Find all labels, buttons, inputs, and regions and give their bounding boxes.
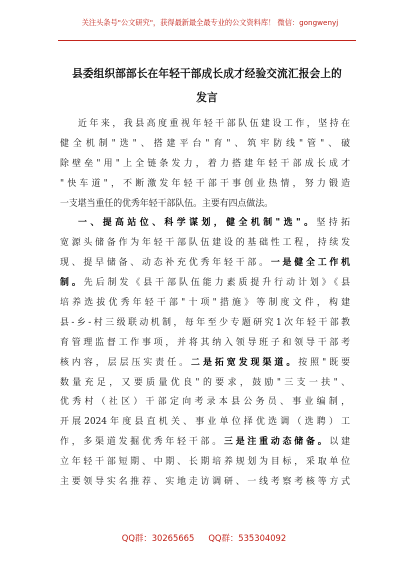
bold-phrase: 一是健全工作机 — [270, 258, 350, 269]
document-body — [60, 115, 350, 493]
paragraph-2-line: 宽源头储备作为年轻干部队伍建设的基础性工程，持续发 — [60, 238, 350, 249]
header-banner: 关注头条号"公文研究"，获得最新最全最专业的公文资料库！ 微信：gongwenyj — [81, 18, 339, 27]
paragraph-2-line: 开展2024年度县直机关、事业单位择优选调（选聘）工 — [60, 417, 350, 428]
paragraph-1-line: "快车道"，不断激发年轻干部干事创业热情，努力锻造 — [60, 178, 350, 189]
paragraph-2-line: 立年轻干部短期、中期、长期培养规划为目标，采取单位 — [60, 457, 350, 468]
paragraph-1-line: 健全机制"选"、搭建平台"育"、筑牢防线"管"、破 — [60, 138, 350, 149]
body-text: 作，多渠道发掘优秀年轻干部。 — [60, 437, 224, 448]
document-title-line-1: 县委组织部部长在年轻干部成长成才经验交流汇报会上的 — [72, 68, 342, 80]
paragraph-2-line — [60, 274, 350, 294]
paragraph-2-line — [60, 214, 350, 234]
header-divider — [58, 40, 356, 41]
bold-phrase: 三是注重动态储备。 — [224, 437, 330, 448]
paragraph-2-line: 优秀村（社区）干部定向考录本县公务员、事业编制， — [60, 397, 350, 408]
paragraph-2-line — [60, 433, 350, 453]
footer-contact — [0, 532, 408, 544]
paragraph-2-line: 数量充足，又要质量优良"的要求，鼓励"三支一扶"、 — [60, 377, 350, 388]
paragraph-2-line: 主要领导实名推荐、实地走访调研、一线考察考核等方式 — [60, 477, 350, 488]
body-text: 坚持拓 — [316, 218, 350, 229]
body-text: 按照"既要 — [298, 357, 350, 368]
paragraph-2-line: 培养选拔优秀年轻干部"十项"措施》等制度文件，构建 — [60, 298, 350, 309]
qq-group-2: QQ群：535304092 — [208, 533, 287, 543]
qq-group-1: QQ群：30265665 — [121, 533, 195, 543]
body-text: 以建 — [329, 437, 350, 448]
body-text: 核内容，层层压实责任。 — [60, 357, 192, 368]
paragraph-2-line: 育管理监督工作事项，并将其纳入领导班子和领导干部考 — [60, 337, 350, 348]
paragraph-1-line: 除壁垒"用"上全链条发力，着力搭建年轻干部成长成才 — [60, 158, 350, 169]
paragraph-1-line: 近年来，我县高度重视年轻干部队伍建设工作，坚持在 — [78, 119, 350, 129]
bold-phrase: 制。 — [60, 278, 84, 289]
paragraph-1-line: 一支堪当重任的优秀年轻干部队伍。主要有四点做法。 — [60, 198, 273, 209]
body-text: 先后制发《县干部队伍能力素质提升行动计划》《县 — [83, 278, 350, 289]
document-title-line-2: 发言 — [196, 92, 218, 104]
body-text: 现、提早储备、动态补充优秀年轻干部。 — [60, 258, 271, 269]
paragraph-2-line — [60, 254, 350, 274]
paragraph-2-line — [60, 354, 350, 374]
paragraph-2-line: 县-乡-村三级联动机制，每年至少专题研究1次年轻干部教 — [60, 317, 350, 328]
section-heading: 一、提高站位、科学谋划，健全机制"选"。 — [78, 218, 317, 229]
bold-phrase: 二是拓宽发现渠道。 — [191, 357, 299, 368]
